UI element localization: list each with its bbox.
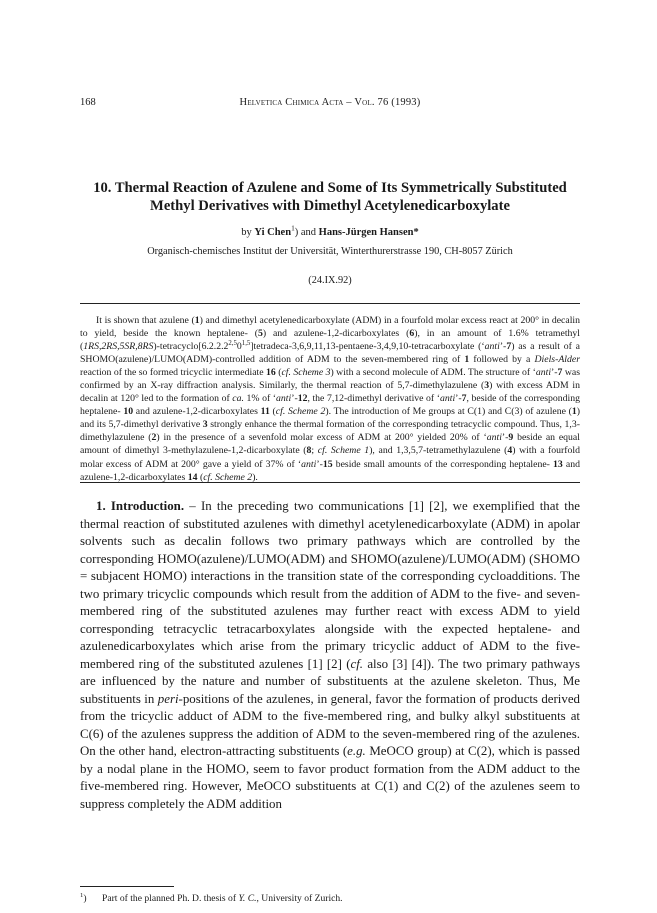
abstract-top-rule — [80, 303, 580, 304]
author-line: by Yi Chen$^1$) and Hans-Jürgen Hansen* — [241, 223, 419, 238]
received-date: (24.IX.92) — [308, 275, 352, 286]
abstract-paragraph: It is shown that azulene (1) and dimethyl acetylenedicarboxylate (ADM) in a fourfold molar excess react at 200° in decalin to yield, beside the known heptalene- (5) and azulene-1,2-dicarboxylates (6), in an amount of 1.6% tetramethyl (1RS,2RS,5SR,8RS)-tetracyclo[6.2.2.2$^{2,5}$0$^{1,5}$]tetradeca-3,6,9,11,13-pentaene-3,4,9,10-tetracarboxylate (‘anti’-7) as a result of a SHOMO(azulene)/LUMO(ADM)-controlled addition of ADM to the seven-membered ring of 1 followed by a Diels-Alder reaction of the so formed tricyclic intermediate 16 (cf. Scheme 3) with a second molecule of ADM. The structure of ‘anti’-7 was confirmed by an X-ray diffraction analysis. Similarly, the thermal reaction of 5,7-dimethylazulene (3) with excess ADM in decalin at 120° led to the formation of ca. 1% of ‘anti’-12, the 7,12-dimethyl derivative of ‘anti’-7, beside of the corresponding heptalene- 10 and azulene-1,2-dicarboxylates 11 (cf. Scheme 2). The introduction of Me groups at C(1) and C(3) of azulene (1) and its 5,7-dimethyl derivative 3 strongly enhance the thermal formation of the corresponding tetracyclic compound. Thus, 1,3-dimethylazulene (2) in the presence of a sevenfold molar excess of ADM at 200° yielded 20% of ‘anti’-9 beside an equal amount of dimethyl 3-methylazulene-1,2-dicarboxylate (8; cf. Scheme 1), and 1,3,5,7-tetramethylazulene (4) with a fourfold molar excess of ADM at 200° gave a yield of 37% of ‘anti’-15 beside small amounts of the corresponding heptalene- 13 and azulene-1,2-dicarboxylates 14 (cf. Scheme 2). — [80, 315, 581, 483]
page-number: 168 — [80, 97, 96, 108]
author-name: Hans-Jürgen Hansen* — [318, 227, 419, 238]
footnote-ref[interactable]: 1 — [291, 223, 295, 233]
author-name: Yi Chen — [254, 227, 292, 238]
article-title: 10. Thermal Reaction of Azulene and Some of Its Symmetrically Substituted Methyl Derivatives with Dimethyl Acetylenedicarboxylate — [93, 180, 567, 214]
footnote-rule — [80, 886, 174, 887]
footnote: $^1$) Part of the planned Ph. D. thesis of Y. C., University of Zurich. — [80, 891, 343, 904]
and-word: and — [300, 227, 317, 238]
section-heading: 1. Introduction. — [96, 499, 185, 513]
footnote-mark: $^1$) — [80, 891, 87, 904]
abstract-bottom-rule — [80, 482, 580, 483]
running-header — [80, 97, 580, 111]
abstract — [80, 314, 580, 484]
by-word: by — [241, 227, 252, 238]
journal-title: Helvetica Chimica Acta – Vol. 76 (1993) — [239, 97, 421, 108]
affiliation: Organisch-chemisches Institut der Universität, Winterthurerstrasse 190, CH-8057 Zürich — [147, 246, 513, 257]
introduction-section — [80, 498, 580, 813]
introduction-paragraph: 1. Introduction. – In the preceding two communications [1] [2], we exemplified that the thermal reaction of substituted azulenes with dimethyl acetylenedicarboxylate (ADM) in apolar solvents such as decalin follows two primary pathways which are controlled by the corresponding HOMO(azulene)/LUMO(ADM) and SHOMO(azulene)/LUMO(ADM) (SHOMO = subjacent HOMO) interactions in the transition state of the corresponding cycloadditions. The two primary tricyclic compounds which result from the addition of ADM to the five- and seven-membered ring of the substituted azulenes may further react with excess ADM to yield corresponding tetracyclic tetracarboxylates alongside with the expected heptalene- and azulenedicarboxylates which arise from the primary tricyclic adduct of ADM to the five-membered ring of the substituted azulenes [1] [2] (cf. also [3] [4]). The two primary pathways are influenced by the nature and number of substituents at the azulene skeleton. Thus, Me substituents in peri-positions of the azulenes, in general, favor the formation of products derived from the tricyclic adduct of ADM to the five-membered ring, and bulky alkyl substituents at C(6) of the azulenes suppress the addition of ADM to the seven-membered ring of the azulenes. On the other hand, electron-attracting substituents (e.g. MeOCO group) at C(2), which is passed by a nodal plane in the HOMO, seem to favor product formation from the ADM adduct to the five-membered ring. However, MeOCO substituents at C(1) and C(2) of the azulenes seem to suppress completely the ADM addition — [80, 499, 580, 811]
